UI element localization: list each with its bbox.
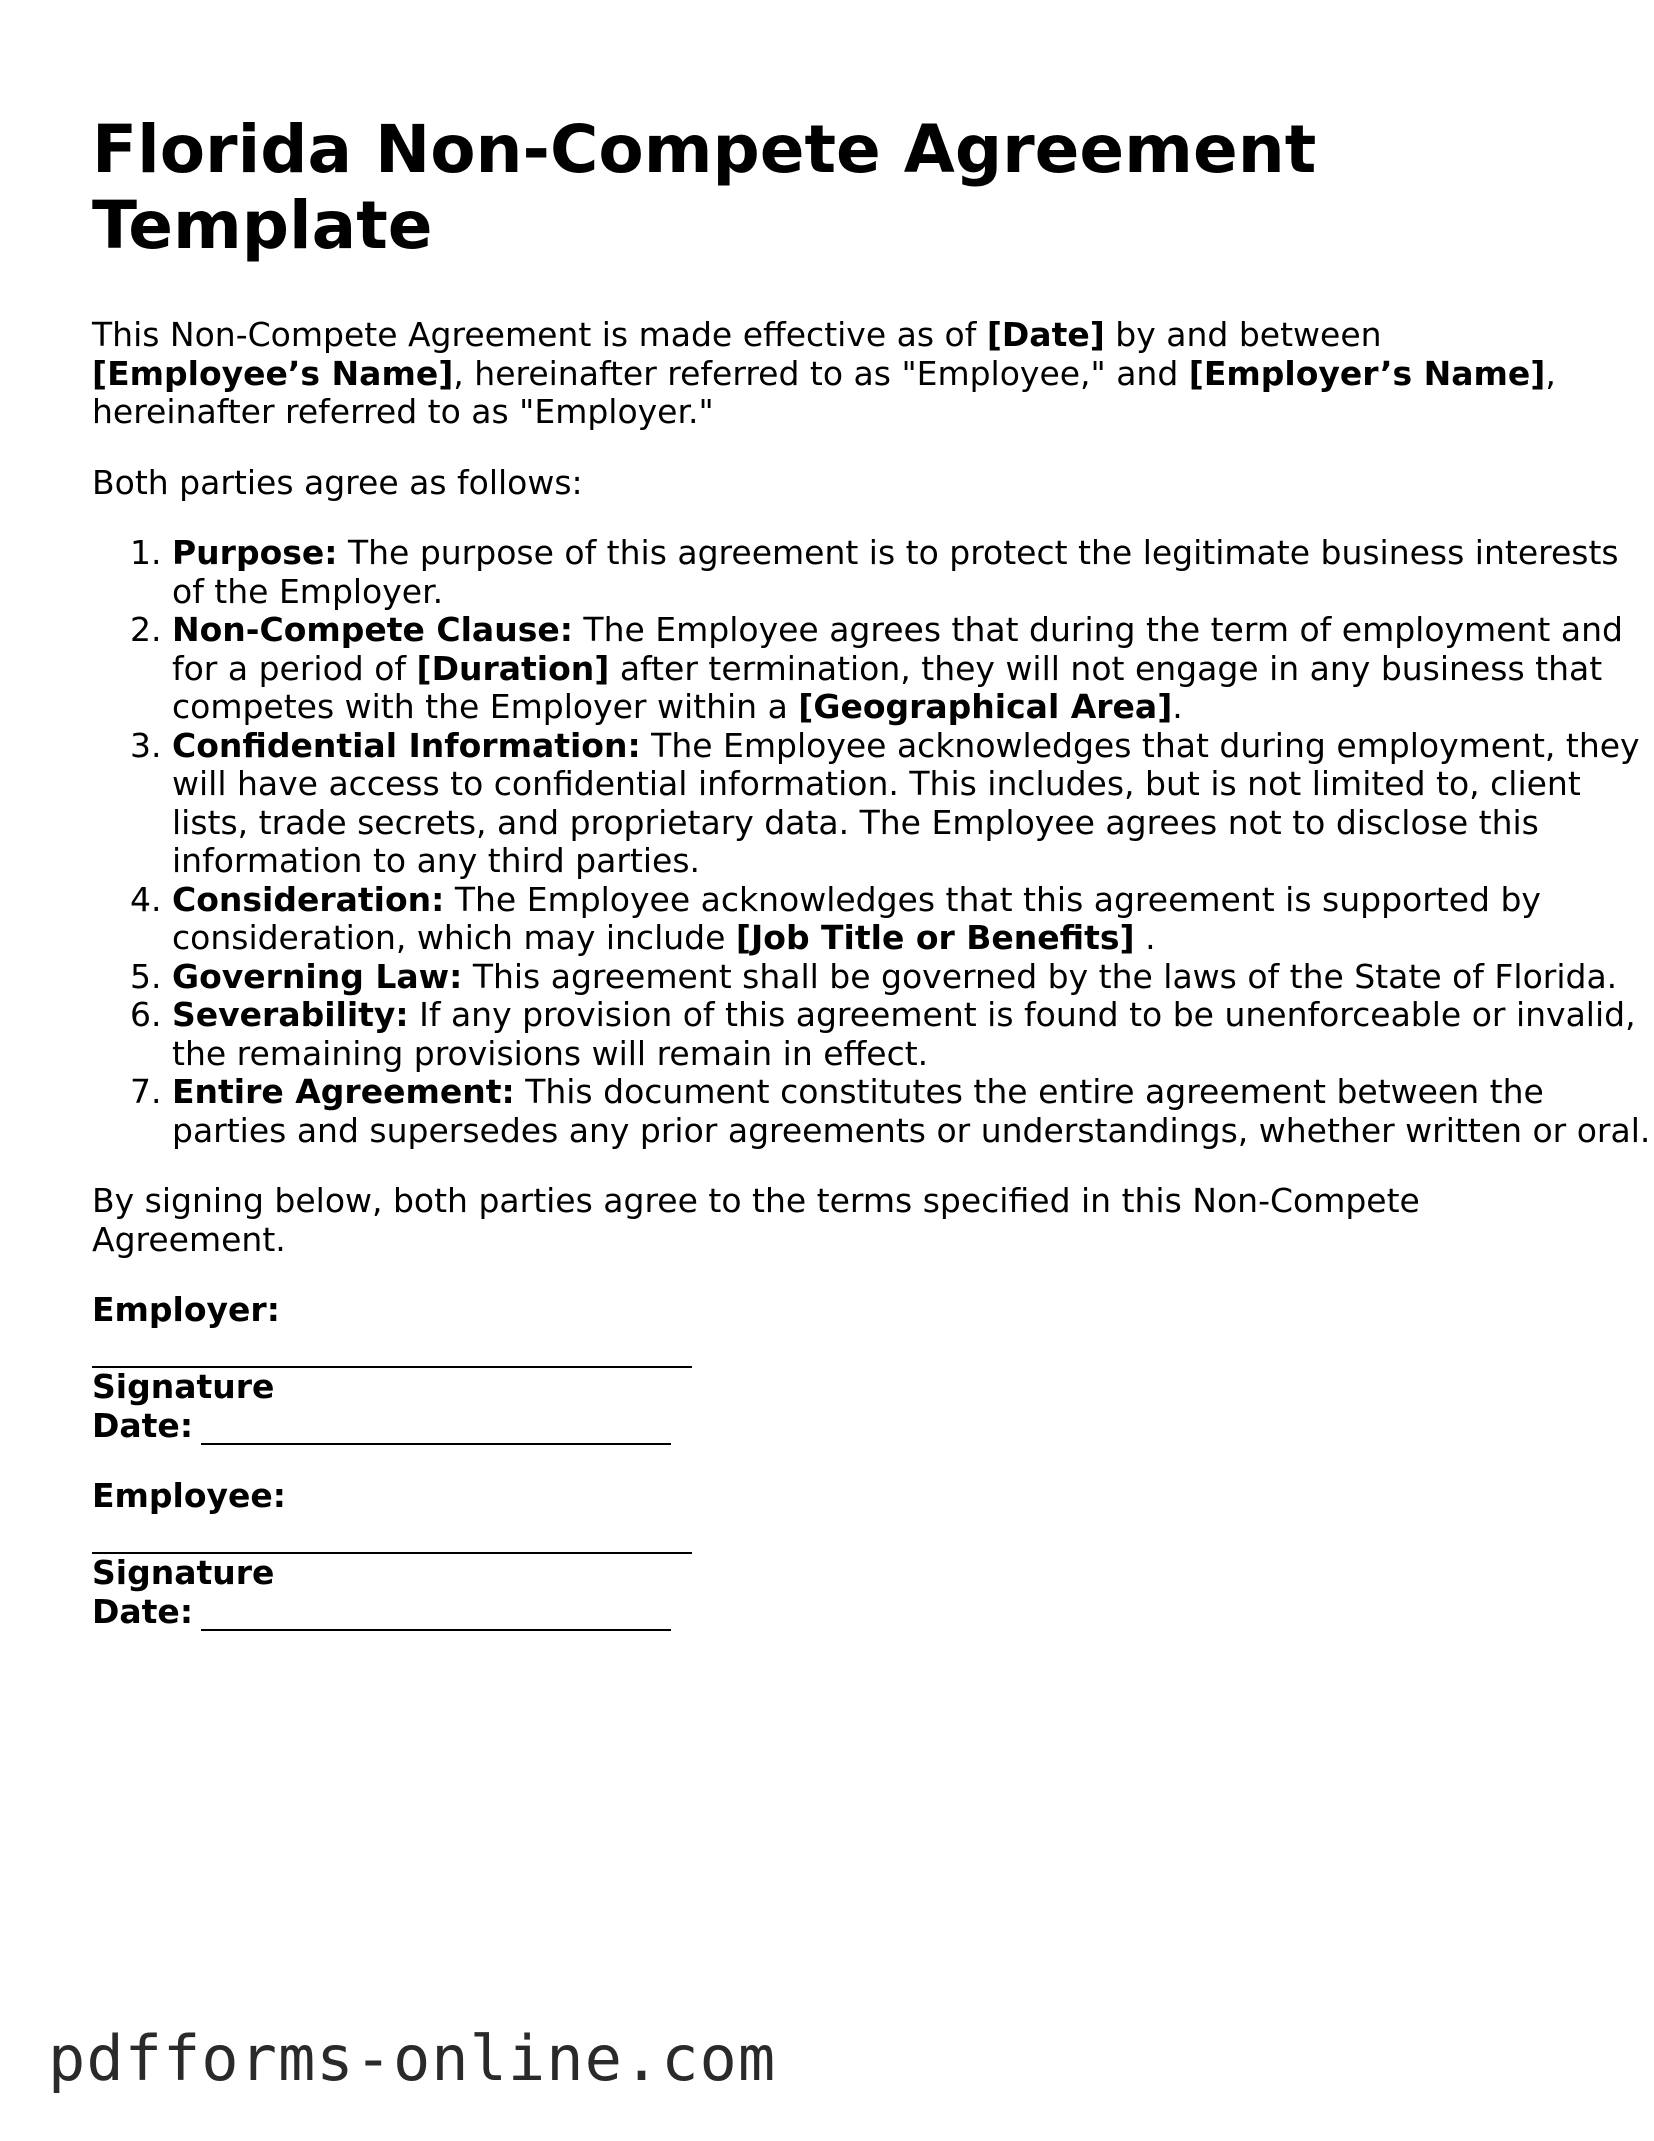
employee-signature-block bbox=[92, 1477, 1592, 1631]
duration-placeholder: [Duration] bbox=[416, 648, 610, 688]
intro-text: , hereinafter referred to as "Employee," and bbox=[453, 353, 1189, 393]
intro-text: This Non-Compete Agreement is made effective as of bbox=[92, 315, 987, 354]
geographical-area-placeholder: [Geographical Area] bbox=[798, 687, 1173, 726]
closing-paragraph: By signing below, both parties agree to the terms specified in this Non-Compete Agreement. bbox=[92, 1181, 1420, 1259]
date-label: Date: bbox=[92, 1591, 194, 1631]
signature-label: Signature bbox=[92, 1367, 275, 1406]
employee-name-placeholder: [Employee’s Name] bbox=[92, 353, 454, 393]
employee-label: Employee: bbox=[92, 1476, 287, 1515]
clause-heading: Consideration: bbox=[172, 879, 445, 919]
clause-text: The Employee acknowledges that this agreement is supported by consideration, which may include bbox=[172, 879, 1541, 957]
clause-heading: Non-Compete Clause: bbox=[172, 610, 573, 649]
clause-heading: Severability: bbox=[172, 995, 409, 1034]
clause-text: The Employee agrees that during the term of employment and for a period of bbox=[172, 610, 1623, 688]
clause-heading: Confidential Information: bbox=[172, 725, 641, 765]
clause-text: . bbox=[1134, 918, 1156, 957]
employee-date-line[interactable] bbox=[201, 1599, 671, 1631]
clause-text: If any provision of this agreement is found to be unenforceable or invalid, the remaining provisions will remain in effect. bbox=[172, 995, 1636, 1073]
employer-name-placeholder: [Employer’s Name] bbox=[1188, 353, 1546, 393]
clause-heading: Purpose: bbox=[172, 533, 338, 572]
clause-purpose bbox=[172, 534, 1652, 611]
clause-text: The purpose of this agreement is to protect the legitimate business interests of the Employer. bbox=[172, 533, 1619, 611]
agree-as-follows: Both parties agree as follows: bbox=[92, 462, 583, 502]
clause-governing-law bbox=[172, 958, 1652, 997]
intro-text: , hereinafter referred to as "Employer." bbox=[92, 353, 1556, 431]
clause-text: This document constitutes the entire agreement between the parties and supersedes any prior agreements or understandings, whether written or oral. bbox=[172, 1072, 1651, 1150]
clause-severability bbox=[172, 996, 1652, 1073]
document-title: Florida Non-Compete Agreement Template bbox=[92, 111, 1317, 264]
employer-signature-line[interactable] bbox=[92, 1330, 692, 1369]
clause-text: The Employee acknowledges that during employment, they will have access to confidential information. This includes, but is not limited to, client lists, trade secrets, and proprietary data. The Employee agrees not to disclose this information to any third parties. bbox=[172, 725, 1640, 880]
clause-consideration bbox=[172, 881, 1652, 958]
benefits-placeholder: [Job Title or Benefits] bbox=[735, 918, 1135, 957]
employer-date-row bbox=[92, 1407, 1592, 1446]
clause-heading: Entire Agreement: bbox=[172, 1072, 515, 1111]
employer-label: Employer: bbox=[92, 1290, 280, 1329]
watermark: pdfforms-online.com bbox=[48, 2022, 777, 2095]
document-page bbox=[92, 111, 1651, 1631]
clause-entire-agreement bbox=[172, 1073, 1652, 1150]
employer-date-line[interactable] bbox=[201, 1413, 671, 1445]
clause-text: This agreement shall be governed by the laws of the State of Florida. bbox=[462, 956, 1618, 996]
date-label: Date: bbox=[92, 1405, 194, 1445]
clause-non-compete bbox=[172, 611, 1652, 727]
intro-paragraph bbox=[92, 316, 1592, 432]
clause-text: . bbox=[1172, 687, 1183, 726]
intro-text: by and between bbox=[1104, 315, 1382, 354]
date-placeholder: [Date] bbox=[986, 315, 1105, 354]
employee-signature-line[interactable] bbox=[92, 1516, 692, 1555]
employee-date-row bbox=[92, 1593, 1592, 1632]
clause-confidential bbox=[172, 727, 1652, 881]
clause-text: after termination, they will not engage in any business that competes with the Employer within a bbox=[172, 648, 1603, 726]
signature-label: Signature bbox=[92, 1553, 275, 1592]
clause-heading: Governing Law: bbox=[172, 956, 463, 996]
clause-list bbox=[92, 534, 1652, 1150]
employer-signature-block bbox=[92, 1291, 1592, 1445]
